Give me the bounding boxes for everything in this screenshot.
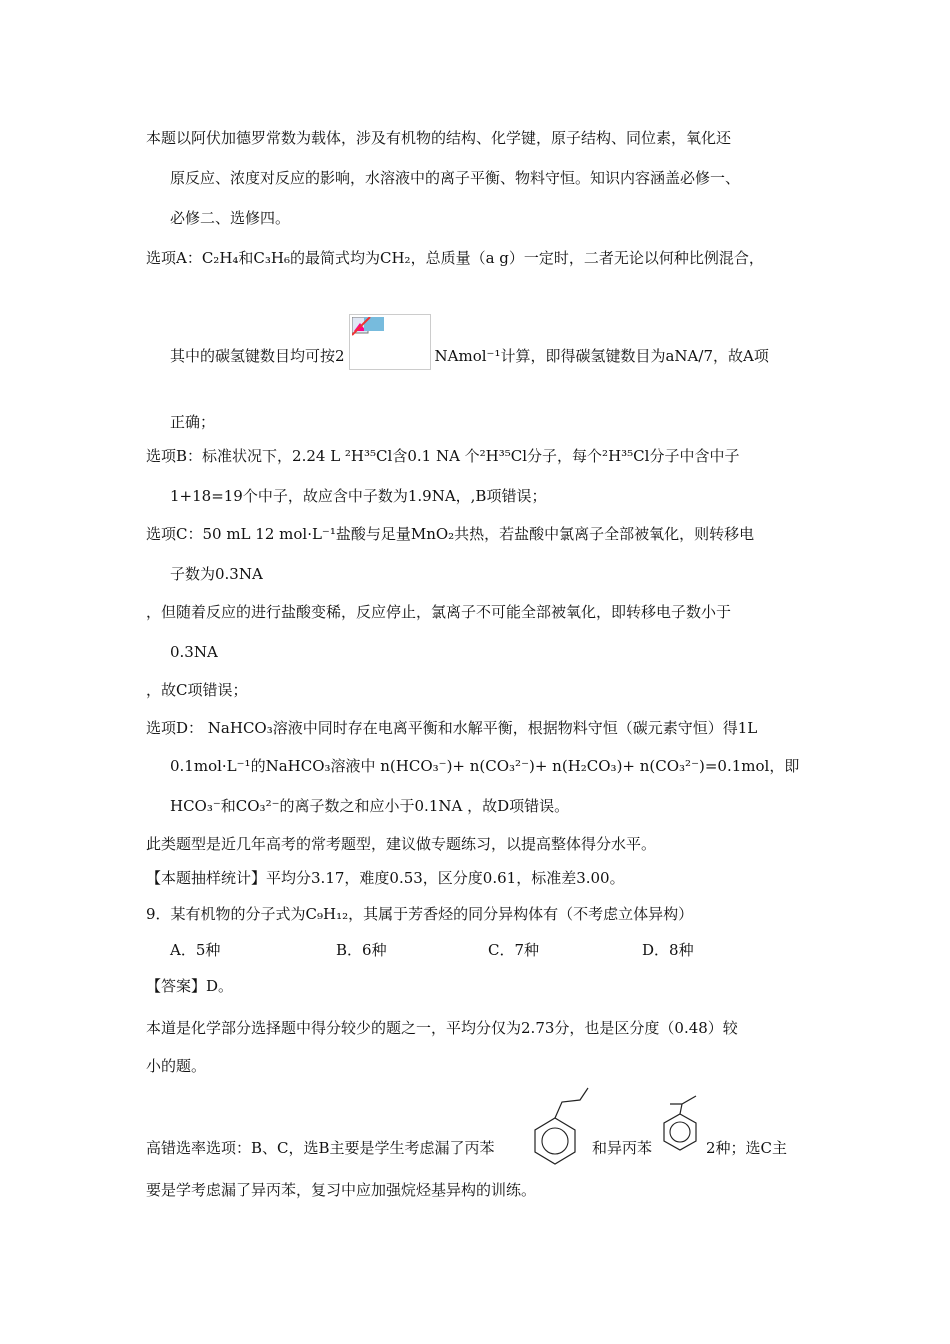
wrong-choice-text-3: 2种；选C主: [706, 1139, 788, 1157]
option-d-line-2: 0.1mol·L⁻¹的NaHCO₃溶液中 n(HCO₃⁻)+ n(CO₃²⁻)+ n(H₂CO₃)+ n(CO₃²⁻)=0.1mol，即: [170, 757, 800, 775]
question-9-stem: 9．某有机物的分子式为C₉H₁₂，其属于芳香烃的同分异构体有（不考虑立体异构）: [146, 905, 694, 923]
intro-line-2: 原反应、浓度对反应的影响，水溶液中的离子平衡、物料守恒。知识内容涵盖必修一、: [170, 169, 741, 187]
intro-line-1: 本题以阿伏加德罗常数为载体，涉及有机物的结构、化学键，原子结构、同位素，氧化还: [146, 129, 732, 147]
wrong-choice-text-4: 要是学考虑漏了异丙苯，复习中应加强烷烃基异构的训练。: [146, 1181, 537, 1199]
option-c-line-3: ，但随着反应的进行盐酸变稀，反应停止，氯离子不可能全部被氧化，即转移电子数小于: [146, 603, 732, 621]
option-b: B．6种: [336, 941, 387, 959]
analysis-line-1: 本道是化学部分选择题中得分较少的题之一，平均分仅为2.73分，也是区分度（0.48）较: [146, 1019, 738, 1037]
isopropylbenzene-structure: [660, 1094, 704, 1154]
option-a-line-2-end: NAmol⁻¹计算，即得碳氢键数目为aNA/7，故A项: [434, 347, 769, 365]
option-c-line-4: 0.3NA: [170, 643, 218, 661]
intro-line-3: 必修二、选修四。: [170, 209, 291, 227]
option-b-line-1: 选项B：标准状况下，2.24 L ²H³⁵Cl含0.1 NA 个²H³⁵Cl分子，每个²H³⁵Cl分子中含中子: [146, 447, 740, 465]
option-d-line-3: HCO₃⁻和CO₃²⁻的离子数之和应小于0.1NA ，故D项错误。: [170, 797, 570, 815]
wrong-choice-text-1: 高错选率选项：B、C，选B主要是学生考虑漏了丙苯: [146, 1139, 495, 1157]
broken-image-icon: [349, 314, 431, 370]
option-c: C．7种: [488, 941, 540, 959]
option-a-line-2-start: 其中的碳氢键数目均可按2: [170, 347, 345, 365]
answer: 【答案】D。: [146, 977, 234, 995]
option-d: D．8种: [642, 941, 694, 959]
analysis-line-2: 小的题。: [146, 1057, 207, 1075]
option-a-line-3: 正确；: [170, 413, 216, 431]
option-d-line-1: 选项D： NaHCO₃溶液中同时存在电离平衡和水解平衡，根据物料守恒（碳元素守恒）得1L: [146, 719, 758, 737]
wrong-choice-text-2: 和异丙苯: [592, 1139, 653, 1157]
option-a-line-1: 选项A：C₂H₄和C₃H₆的最简式均为CH₂，总质量（a g）一定时，二者无论以何种比例混合，: [146, 249, 764, 267]
option-c-line-2: 子数为0.3NA: [170, 565, 263, 583]
option-c-line-1: 选项C：50 mL 12 mol·L⁻¹盐酸与足量MnO₂共热，若盐酸中氯离子全部被氧化，则转移电: [146, 525, 755, 543]
sample-statistics: 【本题抽样统计】平均分3.17，难度0.53，区分度0.61，标准差3.00。: [146, 869, 625, 887]
option-a: A．5种: [170, 941, 221, 959]
option-b-line-2: 1+18=19个中子，故应含中子数为1.9NA，,B项错误；: [170, 487, 547, 505]
advice-text: 此类题型是近几年高考的常考题型，建议做专题练习，以提高整体得分水平。: [146, 835, 657, 853]
propylbenzene-structure: [530, 1084, 590, 1166]
option-c-line-5: ，故C项错误；: [146, 681, 248, 699]
option-a-line-2: [170, 344, 769, 370]
